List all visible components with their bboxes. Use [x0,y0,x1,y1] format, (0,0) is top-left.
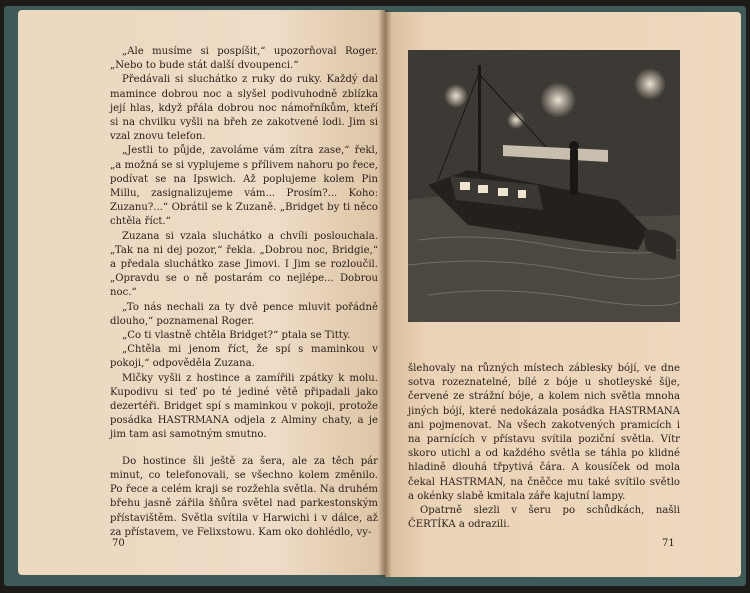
paragraph: „Ale musíme si pospíšit,“ upozorňoval Roger. „Nebo to bude stát další dvoupenci.“ [110,46,378,72]
paragraph: „To nás nechali za ty dvě pence mluvit pořádně dlouho,“ poznamenal Roger. [110,301,378,327]
light-glow [540,82,576,118]
paragraph: Mlčky vyšli z hostince a zamířili zpátky k molu. Kupodivu si teď po té jediné větě připadali jako dezertéři. Bridget spí s maminkou v pokoji, protože posádka HASTRMANA odjela z Alminy chaty, a je jim tam asi samotným smutno. [110,372,378,441]
light-glow [634,68,666,100]
paragraph: Zuzana si vzala sluchátko a chvíli poslouchala. „Tak na ni dej pozor,“ řekla. „Dobrou noc, Bridgie,“ a předala sluchátko zase Jimovi. I Jim se rozloučil. „Opravdu se o ně postarám co nejlépe... Dobrou noc.“ [110,230,378,299]
paragraph: Opatrně slezli v šeru po schůdkách, našli ČERTÍKA a odrazili. [408,505,680,531]
boat-mast [478,65,481,185]
page-number-left: 70 [112,538,125,549]
paragraph: šlehovaly na různých místech záblesky bójí, ve dne sotva rozeznatelné, bílé z bóje u shotleyské šíje, červené ze strážní bóje, a kolem nich světla mnoha jiných bójí, které nedokázala posádka HASTRMANA ani pojmenovat. Na všech zakotvených pramicích i na parnících v přístavu svítila poziční světla. Vítr skoro utichl a od každého světla se táhla po klidné hladině dlouhá třpytivá čára. A kousíček od mola čekal HASTRMAN, na čněčce mu také svítilo světlo a okénky slabě kmitala záře kajutní lampy. [408,363,680,502]
night-boat-illustration [408,50,680,322]
paragraph: „Chtěla mi jenom říct, že spí s maminkou v pokoji,“ odpověděla Zuzana. [110,344,378,370]
cabin-window [460,182,470,190]
page-number-right: 71 [662,538,675,549]
paragraph: „Co ti vlastně chtěla Bridget?“ ptala se Titty. [122,330,351,342]
right-page-text [408,362,680,532]
paragraph: „Jestli to půjde, zavoláme vám zítra zase,“ řekl, „a možná se si vyplujeme s přílivem nahoru po řece, podívat se na Ipswich. Až poplujeme kolem Pin Millu, zasignalizujeme vám... Prosím?... Kohoː Zuzanu?...“ Obrátil se k Zuzaně. „Bridget by ti něco chtěla říct.“ [110,145,378,228]
paragraph: Předávali si sluchátko z ruky do ruky. Každý dal mamince dobrou noc a slyšel podivuhodně zblízka její hlas, když přála dobrou noc námořníkům, kteří si na chvilku vyšli na břeh ze zakotvené lodi. Jim si vzal znovu telefon. [110,74,378,143]
figure-silhouette [570,150,578,195]
cabin-window [478,185,488,193]
light-glow [444,84,468,108]
cabin-window [498,188,508,196]
left-page-text [110,45,378,540]
paragraph: Do hostince šli ještě za šera, ale za těch pár minut, co telefonovali, se všechno kolem změnilo. Po řece a celém kraji se rozžehla světla. Na druhém břehu jasně zářila šňůra světel nad parkestonským přístavištěm. Světla svítila v Harwichi i v dálce, až za přístavem, ve Felixstowu. Kam oko dohlédlo, vy- [110,455,378,538]
book-gutter [378,10,392,577]
cabin-window [518,190,526,198]
